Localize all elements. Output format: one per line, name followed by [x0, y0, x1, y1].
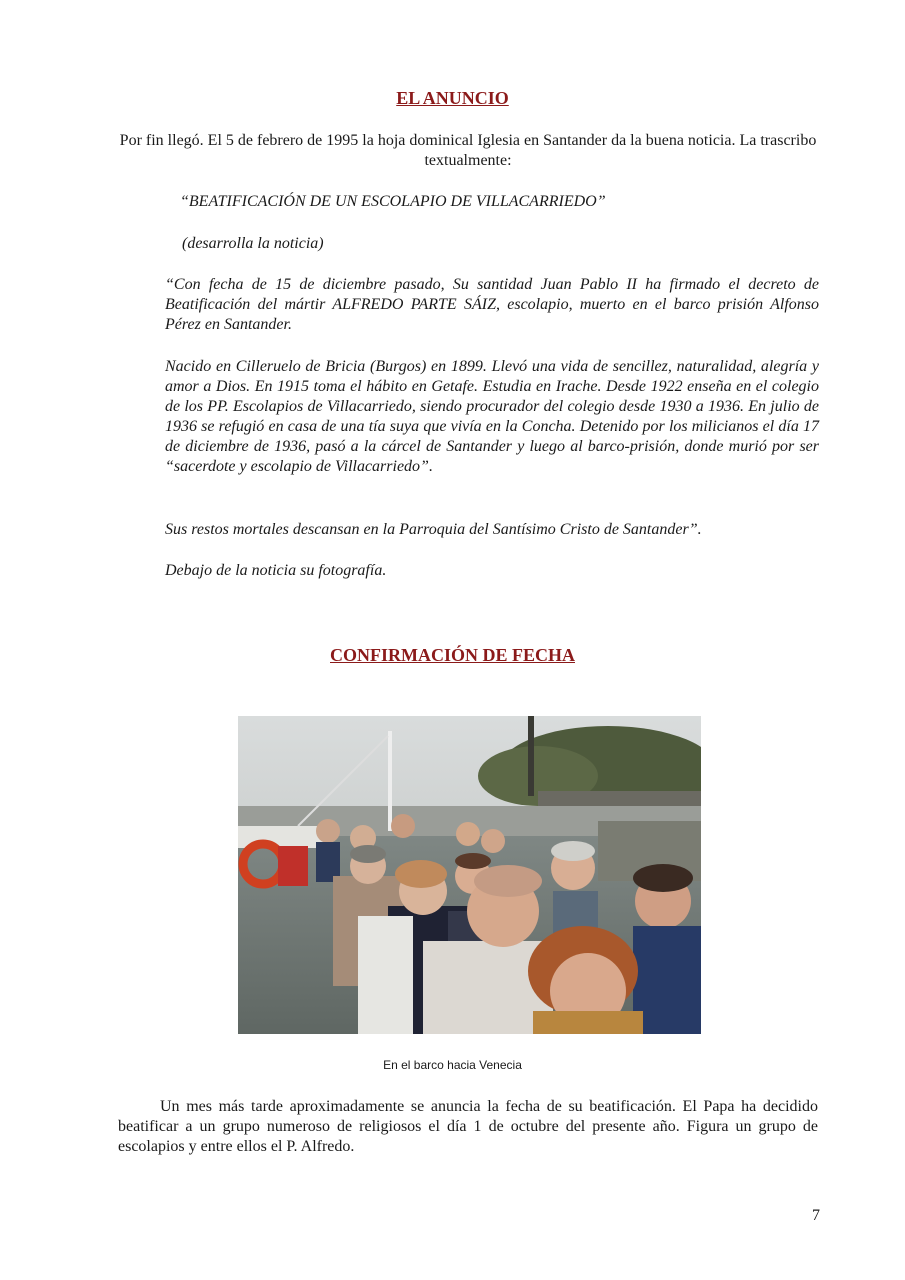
quote-paragraph-3: Sus restos mortales descansan en la Parroquia del Santísimo Cristo de Santander”.: [165, 521, 702, 538]
editor-note: (desarrolla la noticia): [182, 235, 324, 252]
quote-paragraph-4: Debajo de la noticia su fotografía.: [165, 562, 387, 579]
body-paragraph: Un mes más tarde aproximadamente se anuncia la fecha de su beatificación. El Papa ha decidido beatificar a un grupo numeroso de religiosos el día 1 de octubre del presente año. Figura un grupo de escolapios y entre ellos el P. Alfredo.: [118, 1098, 818, 1155]
group-photo-boat: [238, 716, 701, 1034]
photo-caption: En el barco hacia Venecia: [383, 1058, 522, 1072]
quote-paragraph-1: “Con fecha de 15 de diciembre pasado, Su santidad Juan Pablo II ha firmado el decreto de Beatificación del mártir ALFREDO PARTE SÁIZ, escolapio, muerto en el barco prisión Alfonso Pérez en Santander.: [165, 276, 819, 333]
quote-paragraph-2: Nacido en Cilleruelo de Bricia (Burgos) en 1899. Llevó una vida de sencillez, naturalidad, alegría y amor a Dios. En 1915 toma el hábito en Getafe. Estudia en Irache. Desde 1922 enseña en el colegio de los PP. Escolapios de Villacarriedo, siendo procurador del colegio desde 1930 a 1936. En julio de 1936 se refugió en casa de una tía suya que vivía en la Concha. Detenido por los milicianos el día 17 de diciembre de 1936, pasó a la cárcel de Santander y luego al barco-prisión, donde murió por ser “sacerdote y escolapio de Villacarriedo”.: [165, 358, 819, 475]
news-headline: “BEATIFICACIÓN DE UN ESCOLAPIO DE VILLACARRIEDO”: [180, 193, 606, 210]
photo-illustration: [238, 716, 701, 1034]
intro-paragraph: Por fin llegó. El 5 de febrero de 1995 la hoja dominical Iglesia en Santander da la buena noticia. La trascribo textualmente:: [119, 132, 817, 169]
section-title-confirmacion: CONFIRMACIÓN DE FECHA: [330, 645, 575, 665]
section-title-el-anuncio: EL ANUNCIO: [396, 88, 509, 108]
page-number: 7: [812, 1207, 820, 1224]
